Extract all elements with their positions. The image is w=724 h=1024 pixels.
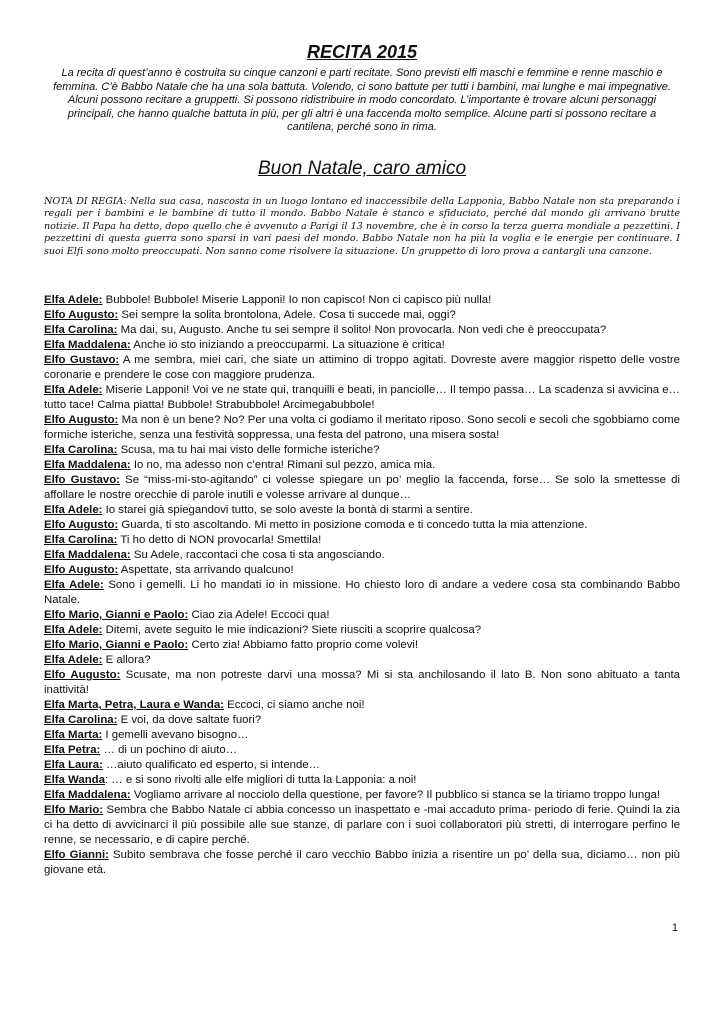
speaker-name: Elfa Adele: bbox=[44, 384, 103, 396]
speaker-name: Elfa Maddalena: bbox=[44, 459, 131, 471]
speaker-name: Elfo Mario, Gianni e Paolo: bbox=[44, 639, 189, 651]
dialogue-line bbox=[44, 383, 680, 413]
dialogue-line bbox=[44, 563, 680, 578]
speaker-name: Elfa Carolina: bbox=[44, 444, 118, 456]
dialogue-line bbox=[44, 578, 680, 608]
line-text: Ciao zia Adele! Eccoci qua! bbox=[188, 609, 330, 621]
speaker-name: Elfa Adele: bbox=[44, 294, 103, 306]
line-text: Anche io sto iniziando a preoccuparmi. La situazione è critica! bbox=[130, 339, 445, 351]
dialogue-line bbox=[44, 458, 680, 473]
dialogue-line bbox=[44, 338, 680, 353]
speaker-name: Elfa Petra: bbox=[44, 744, 101, 756]
line-text: : … e si sono rivolti alle elfe migliori di tutta la Lapponia: a noi! bbox=[104, 774, 417, 786]
line-text: Eccoci, ci siamo anche noi! bbox=[223, 699, 365, 711]
speaker-name: Elfo Mario, Gianni e Paolo: bbox=[44, 609, 189, 621]
dialogue bbox=[44, 293, 680, 878]
speaker-name: Elfa Adele: bbox=[44, 654, 103, 666]
line-text: Io no, ma adesso non c’entra! Rimani sul pezzo, amica mia. bbox=[130, 459, 436, 471]
line-text: Scusa, ma tu hai mai visto delle formiche isteriche? bbox=[117, 444, 380, 456]
line-text: Subito sembrava che fosse perché il caro vecchio Babbo inizia a risentire un po’ della sua, diciamo… non più giovane età. bbox=[44, 849, 680, 876]
dialogue-line bbox=[44, 353, 680, 383]
line-text: Sei sempre la solita brontolona, Adele. Cosa ti succede mai, oggi? bbox=[118, 309, 456, 321]
line-text: Se “miss-mi-sto-agitando” ci volesse spiegare un po’ meglio la faccenda, forse… Se solo la smettesse di affollare le nostre orecchie di parole inutili e volesse arrivare al dunque… bbox=[44, 474, 680, 501]
intro-paragraph: La recita di quest’anno è costruita su cinque canzoni e parti recitate. Sono previsti elfi maschi e femmine e renne maschio e femmina. C’è Babbo Natale che ha una sola battuta. Volendo, ci sono battute per tutti i bambini, mai lunghe e mai impegnative. Alcuni possono recitare a gruppetti. Si possono ridistribuire in modo concordato. L’importante è trovare alcuni personaggi principali, che hanno qualche battuta in più, per gli altri è una faccenda molto semplice. Alcune parti si possono recitare a cantilena, perché sono in rima. bbox=[53, 67, 671, 134]
speaker-name: Elfa Adele: bbox=[44, 579, 104, 591]
dialogue-line bbox=[44, 788, 680, 803]
dialogue-line bbox=[44, 803, 680, 848]
speaker-name: Elfa Marta: bbox=[44, 729, 103, 741]
line-text: Scusate, ma non potreste darvi una mossa? Mi si sta anchilosando il lato B. Non sono abituato a tanta inattività! bbox=[44, 669, 681, 696]
line-text: Miserie Lapponi! Voi ve ne state qui, tranquilli e beati, in panciolle… Il tempo passa… La scadenza si avvicina e… tutto tace! Calma piatta! Bubbole! Strabubbole! Arcimegabubbole! bbox=[44, 384, 680, 411]
dialogue-line bbox=[44, 518, 680, 533]
line-text: E allora? bbox=[102, 654, 151, 666]
dialogue-line bbox=[44, 413, 680, 443]
line-text: Guarda, ti sto ascoltando. Mi metto in posizione comoda e ti concedo tutta la mia attenzione. bbox=[118, 519, 588, 531]
dialogue-line bbox=[44, 443, 680, 458]
speaker-name: Elfo Augusto: bbox=[44, 669, 121, 681]
line-text: Ma dai, su, Augusto. Anche tu sei sempre il solito! Non provocarla. Non vedi che è preoccupata? bbox=[117, 324, 607, 336]
page-number: 1 bbox=[671, 922, 678, 934]
scene-title: Buon Natale, caro amico bbox=[257, 158, 467, 179]
line-text: Ditemi, avete seguito le mie indicazioni? Siete riusciti a scoprire qualcosa? bbox=[102, 624, 482, 636]
speaker-name: Elfo Mario: bbox=[44, 804, 104, 816]
dialogue-line bbox=[44, 743, 680, 758]
speaker-name: Elfa Maddalena: bbox=[44, 549, 131, 561]
speaker-name: Elfa Wanda bbox=[44, 774, 105, 786]
line-text: Ma non è un bene? No? Per una volta ci godiamo il meritato riposo. Sono secoli e secoli che sgobbiamo come formiche isteriche, senza una festività soppressa, una festa del patrono, una misera sosta! bbox=[44, 414, 681, 441]
line-text: Vogliamo arrivare al nocciolo della questione, per favore? Il pubblico si stanca se la tiriamo troppo lunga! bbox=[130, 789, 661, 801]
line-text: Sono i gemelli. Li ho mandati io in missione. Ho chiesto loro di andare a vedere cosa sta combinando Babbo Natale. bbox=[44, 579, 680, 606]
speaker-name: Elfo Gustavo: bbox=[44, 474, 120, 486]
speaker-name: Elfa Carolina: bbox=[44, 714, 118, 726]
line-text: Ti ho detto di NON provocarla! Smettila! bbox=[117, 534, 322, 546]
line-text: Certo zia! Abbiamo fatto proprio come volevi! bbox=[188, 639, 419, 651]
line-text: … di un pochino di aiuto… bbox=[100, 744, 238, 756]
line-text: Sembra che Babbo Natale ci abbia concesso un inaspettato e -mai accaduto prima- periodo di ferie. Quindi la zia ci ha detto di avvicinarci il più possibile alle sue stanze, di parlare con i suoi collaboratori più stretti, di interrogare perfino le renne, se necessario, e di capire perché. bbox=[44, 804, 680, 846]
speaker-name: Elfo Gustavo: bbox=[44, 354, 120, 366]
speaker-name: Elfo Augusto: bbox=[44, 564, 119, 576]
line-text: I gemelli avevano bisogno… bbox=[102, 729, 249, 741]
speaker-name: Elfa Carolina: bbox=[44, 534, 118, 546]
speaker-name: Elfa Marta, Petra, Laura e Wanda: bbox=[44, 699, 224, 711]
speaker-name: Elfo Gianni: bbox=[44, 849, 109, 861]
speaker-name: Elfa Carolina: bbox=[44, 324, 118, 336]
director-note: NOTA DI REGIA: Nella sua casa, nascosta in un luogo lontano ed inaccessibile della Lapponia, Babbo Natale non sta preparando i regali per i bambini e le bambine di tutto il mondo. Babbo Natale è stanco e sfiduciato, perché dal mondo gli arrivano brutte notizie. Il Papa ha detto, dopo quello che è avvenuto a Parigi il 13 novembre, che è in corso la terza guerra mondiale a pezzettini. I pezzettini di questa guerra sono sparsi in vari paesi del mondo. Babbo Natale non ha più la voglia e le energie per continuare. I suoi Elfi sono molto preoccupati. Non sanno come risolvere la situazione. Un gruppetto di loro prova a cantargli una canzone. bbox=[44, 196, 680, 257]
dialogue-line bbox=[44, 848, 680, 878]
speaker-name: Elfa Adele: bbox=[44, 624, 103, 636]
dialogue-line bbox=[44, 698, 680, 713]
speaker-name: Elfa Maddalena: bbox=[44, 789, 131, 801]
dialogue-line bbox=[44, 473, 680, 503]
speaker-name: Elfa Adele: bbox=[44, 504, 103, 516]
line-text: Aspettate, sta arrivando qualcuno! bbox=[118, 564, 294, 576]
line-text: Su Adele, raccontaci che cosa ti sta angosciando. bbox=[130, 549, 385, 561]
dialogue-line bbox=[44, 713, 680, 728]
dialogue-line bbox=[44, 608, 680, 623]
speaker-name: Elfo Augusto: bbox=[44, 309, 119, 321]
speaker-name: Elfo Augusto: bbox=[44, 414, 119, 426]
dialogue-line bbox=[44, 668, 680, 698]
speaker-name: Elfa Laura: bbox=[44, 759, 103, 771]
dialogue-line bbox=[44, 758, 680, 773]
speaker-name: Elfa Maddalena: bbox=[44, 339, 131, 351]
line-text: Bubbole! Bubbole! Miserie Lapponi! Io non capisco! Non ci capisco più nulla! bbox=[102, 294, 492, 306]
dialogue-line bbox=[44, 653, 680, 668]
dialogue-line bbox=[44, 728, 680, 743]
line-text: Io starei già spiegandovi tutto, se solo aveste la bontà di starmi a sentire. bbox=[102, 504, 473, 516]
dialogue-line bbox=[44, 773, 680, 788]
dialogue-line bbox=[44, 533, 680, 548]
dialogue-line bbox=[44, 548, 680, 563]
speaker-name: Elfo Augusto: bbox=[44, 519, 119, 531]
dialogue-line bbox=[44, 638, 680, 653]
line-text: A me sembra, miei cari, che siate un attimino di troppo agitati. Dovreste avere maggior rispetto delle vostre coronarie e prendere le cose con maggiore prudenza. bbox=[44, 354, 680, 381]
document-title: RECITA 2015 bbox=[306, 42, 418, 62]
dialogue-line bbox=[44, 323, 680, 338]
dialogue-line bbox=[44, 293, 680, 308]
line-text: E voi, da dove saltate fuori? bbox=[117, 714, 262, 726]
dialogue-line bbox=[44, 308, 680, 323]
dialogue-line bbox=[44, 623, 680, 638]
dialogue-line bbox=[44, 503, 680, 518]
line-text: …aiuto qualificato ed esperto, si intende… bbox=[102, 759, 321, 771]
